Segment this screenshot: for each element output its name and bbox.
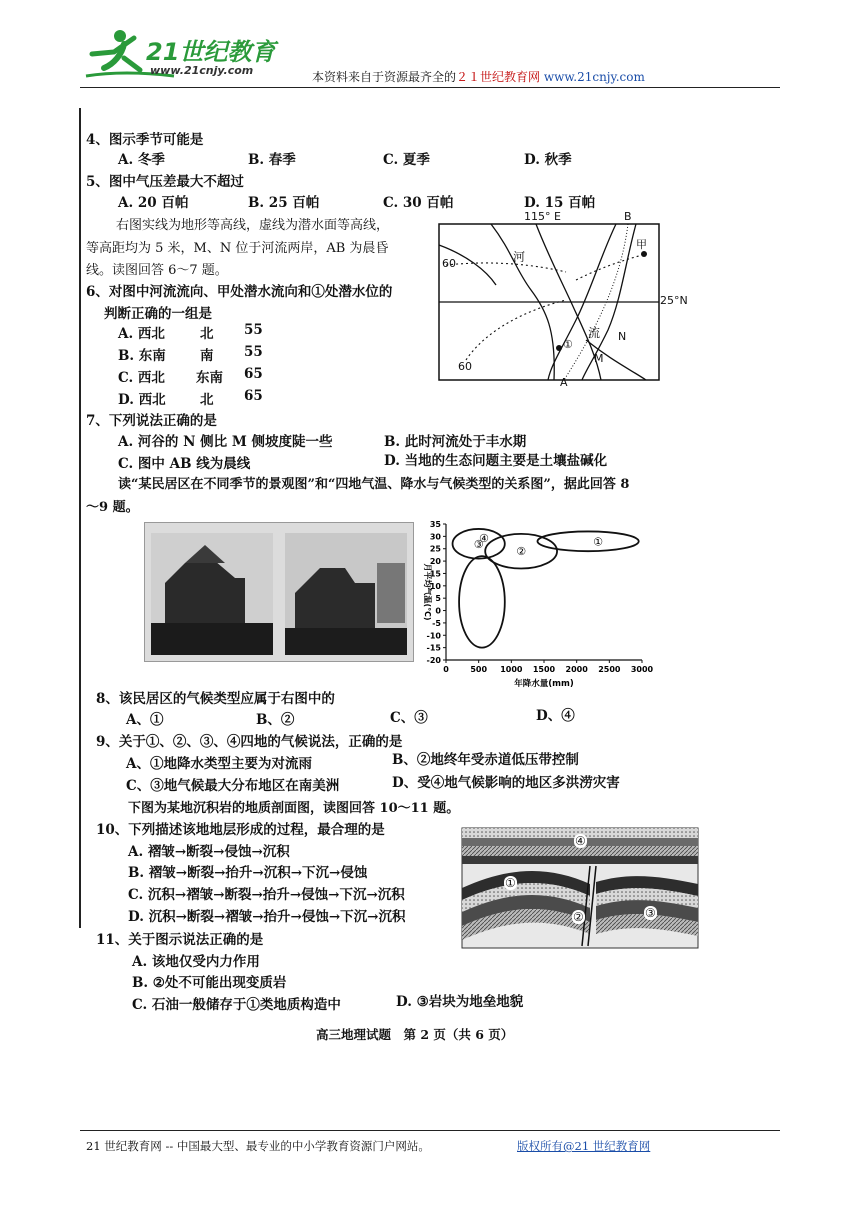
q7-stem: 7、下列说法正确的是 (86, 413, 217, 429)
y-tick-label: 10 (429, 581, 441, 591)
map-iso-60-left: 60 (442, 257, 456, 270)
intro-10-11: 下图为某地沉积岩的地质剖面图，读图回答 10～11 题。 (128, 801, 460, 816)
contour-map (436, 210, 688, 390)
q8-option-b[interactable]: B、② (256, 712, 295, 728)
q7-option-c[interactable]: C. 图中 AB 线为晨线 (118, 456, 251, 472)
q10-stem: 10、下列描述该地地层形成的过程，最合理的是 (96, 822, 385, 838)
map-liu-label: 流 (588, 326, 601, 340)
x-tick-label: 500 (470, 665, 488, 674)
q10-option-d[interactable]: D. 沉积→断裂→褶皱→抬升→侵蚀→下沉→沉积 (128, 909, 406, 925)
q4-option-b[interactable]: B. 春季 (248, 152, 296, 168)
q8-option-d[interactable]: D、④ (536, 708, 575, 724)
logo-text: 21世纪教育 (146, 38, 276, 66)
intro-8-9-line1: 读“某民居区在不同季节的景观图”和“四地气温、降水与气候类型的关系图”，据此回答 8 (118, 477, 630, 492)
q11-option-a[interactable]: A. 该地仅受内力作用 (132, 954, 260, 970)
intro-6-7-line2: 等高距均为 5 米，M、N 位于河流两岸，AB 为晨昏 (86, 241, 389, 256)
q5-option-d[interactable]: D. 15 百帕 (524, 195, 596, 211)
y-tick-label: 25 (429, 544, 441, 554)
q8-stem: 8、该民居区的气候类型应属于右图中的 (96, 691, 335, 707)
y-tick-label: 0 (435, 606, 441, 616)
climate-region-label: ④ (478, 532, 489, 546)
y-tick-label: -10 (426, 631, 441, 641)
site-logo[interactable] (84, 24, 284, 82)
x-tick-label: 2500 (598, 665, 621, 674)
climate-chart (416, 516, 660, 688)
y-tick-label: -5 (432, 618, 441, 628)
q9-option-d[interactable]: D、受④地气候影响的地区多洪涝灾害 (392, 775, 620, 791)
climate-region-label: ① (593, 535, 604, 549)
map-point-a: A (560, 376, 568, 389)
margin-line (79, 108, 81, 928)
q6-stem-line1: 6、对图中河流流向、甲处潜水流向和①处潜水位的 (86, 284, 393, 300)
q5-option-a[interactable]: A. 20 百帕 (118, 195, 189, 211)
q11-option-b[interactable]: B. ②处不可能出现变质岩 (132, 975, 287, 991)
geo-label-1: ① (505, 876, 516, 890)
map-point-1: ① (563, 338, 573, 351)
map-lat-label: 25°N (660, 294, 688, 307)
q4-option-d[interactable]: D. 秋季 (524, 152, 572, 168)
map-point-n: N (618, 330, 627, 343)
climate-region-4 (459, 556, 505, 647)
x-axis-label: 年降水量(mm) (514, 679, 574, 688)
intro-6-7-line1: 右图实线为地形等高线，虚线为潜水面等高线， (116, 218, 390, 233)
q7-option-b[interactable]: B. 此时河流处于丰水期 (384, 434, 527, 450)
dwelling-photo-panel (144, 522, 414, 662)
y-tick-label: 5 (435, 594, 441, 604)
intro-8-9-line2: ～9 题。 (86, 500, 139, 515)
header-note: 本资料来自于资源最齐全的２１世纪教育网 www.21cnjy.com (312, 70, 645, 84)
logo-url: www.21cnjy.com (150, 64, 254, 77)
y-tick-label: 15 (429, 569, 441, 579)
q10-option-a[interactable]: A. 褶皱→断裂→侵蚀→沉积 (128, 844, 290, 860)
x-tick-label: 1500 (532, 665, 556, 674)
header-rule (80, 87, 780, 88)
map-jia-label: 甲 (636, 238, 647, 251)
q4-option-c[interactable]: C. 夏季 (383, 152, 430, 168)
y-axis-label: 月平均气温(℃) (423, 563, 432, 621)
q7-option-a[interactable]: A. 河谷的 N 侧比 M 侧坡度陡一些 (118, 434, 333, 450)
y-tick-label: 35 (429, 520, 441, 529)
x-tick-label: 3000 (630, 665, 654, 674)
q10-option-b[interactable]: B. 褶皱→断裂→抬升→沉积→下沉→侵蚀 (128, 865, 368, 881)
y-tick-label: -20 (426, 656, 441, 665)
page-number-label: 高三地理试题 第 2 页（共 6 页） (316, 1027, 514, 1042)
x-tick-label: 2000 (565, 665, 588, 674)
q5-option-b[interactable]: B. 25 百帕 (248, 195, 320, 211)
y-tick-label: 30 (429, 532, 441, 542)
q9-option-c[interactable]: C、③地气候最大分布地区在南美洲 (126, 778, 340, 794)
q5-stem: 5、图中气压差最大不超过 (86, 174, 244, 190)
q11-option-c[interactable]: C. 石油一般储存于①类地质构造中 (132, 997, 341, 1013)
header-link[interactable]: www.21cnjy.com (543, 70, 645, 84)
q5-option-c[interactable]: C. 30 百帕 (383, 195, 454, 211)
q4-stem: 4、图示季节可能是 (86, 132, 204, 148)
x-tick-label: 1000 (500, 665, 523, 674)
geo-label-3: ③ (645, 906, 656, 920)
intro-6-7-line3: 线。读图回答 6～7 题。 (86, 263, 228, 278)
climate-region-label: ③ (473, 537, 484, 551)
footer-copyright-link[interactable]: 版权所有@21 世纪教育网 (517, 1139, 651, 1153)
map-iso-60-bottom: 60 (458, 360, 472, 373)
geo-label-2: ② (573, 910, 584, 924)
q4-option-a[interactable]: A. 冬季 (118, 152, 165, 168)
geo-label-4: ④ (575, 834, 586, 848)
q9-option-a[interactable]: A、①地降水类型主要为对流雨 (126, 756, 312, 772)
footer-site-text: 21 世纪教育网 -- 中国最大型、最专业的中小学教育资源门户网站。 (86, 1139, 430, 1153)
q8-option-c[interactable]: C、③ (390, 710, 428, 726)
dwelling-photos (145, 523, 413, 661)
q9-stem: 9、关于①、②、③、④四地的气候说法，正确的是 (96, 734, 403, 750)
q6-stem-line2: 判断正确的一组是 (104, 306, 212, 322)
climate-region-label: ② (516, 545, 527, 559)
map-point-m: M (594, 352, 604, 365)
climate-chart-svg (416, 516, 660, 688)
map-he-label: 河 (513, 250, 526, 264)
y-tick-label: -15 (426, 643, 441, 653)
geologic-section (460, 826, 700, 950)
footer-rule (80, 1130, 780, 1131)
q9-option-b[interactable]: B、②地终年受赤道低压带控制 (392, 752, 579, 768)
climate-region-1 (537, 531, 638, 551)
q11-stem: 11、关于图示说法正确的是 (96, 932, 264, 948)
q10-option-c[interactable]: C. 沉积→褶皱→断裂→抬升→侵蚀→下沉→沉积 (128, 887, 405, 903)
q11-option-d[interactable]: D. ③岩块为地垒地貌 (396, 994, 524, 1010)
map-lon-label: 115° E (524, 210, 561, 223)
q7-option-d[interactable]: D. 当地的生态问题主要是土壤盐碱化 (384, 453, 608, 469)
y-tick-label: 20 (429, 557, 441, 567)
map-point-b: B (624, 210, 632, 223)
q8-option-a[interactable]: A、① (126, 712, 164, 728)
x-tick-label: 0 (443, 665, 449, 674)
